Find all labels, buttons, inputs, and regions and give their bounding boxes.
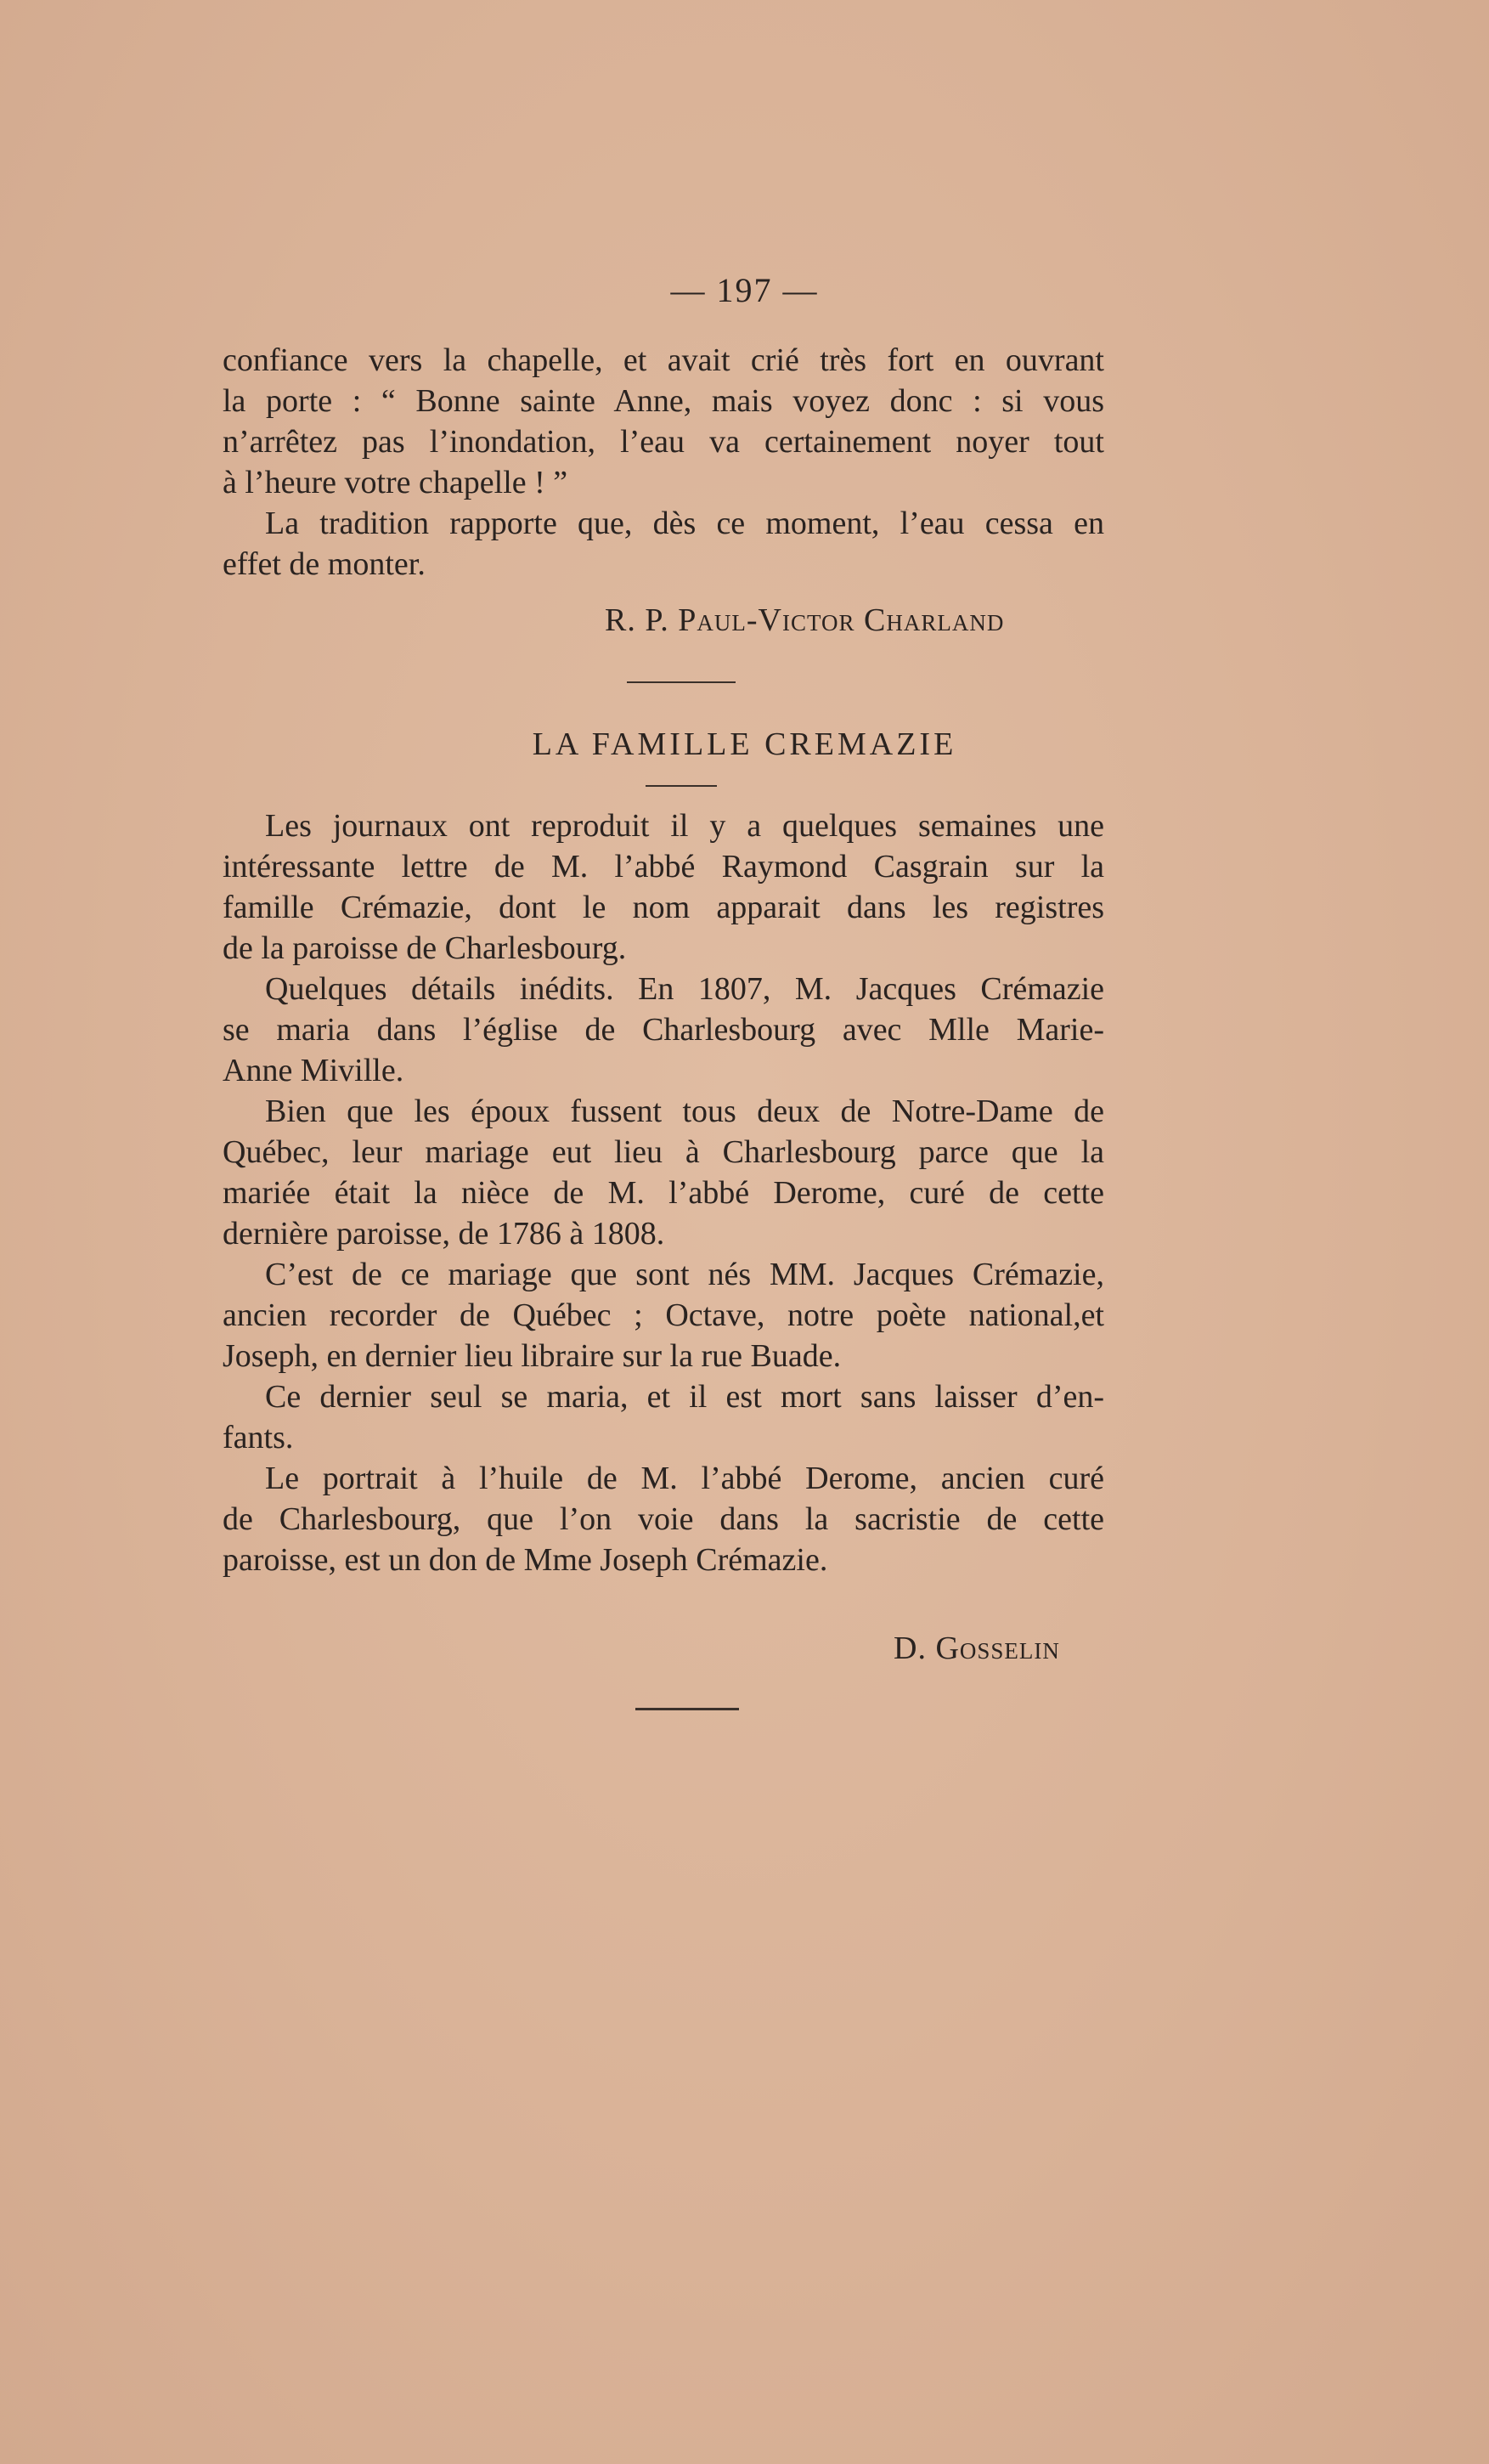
text-line: Quelques détails inédits. En 1807, M. Jacques Crémazie xyxy=(265,971,1104,1007)
text-line: ancien recorder de Québec ; Octave, notre poète national,et xyxy=(223,1297,1104,1333)
text-line: Joseph, en dernier lieu libraire sur la rue Buade. xyxy=(223,1338,842,1374)
text-line: se maria dans l’église de Charlesbourg avec Mlle Marie- xyxy=(223,1012,1104,1048)
text-line: La tradition rapporte que, dès ce moment, l’eau cessa en xyxy=(265,506,1104,541)
signature-charland: R. P. Paul-Victor Charland xyxy=(605,602,1005,638)
text-line: Le portrait à l’huile de M. l’abbé Derome, ancien curé xyxy=(265,1461,1104,1496)
article-body xyxy=(223,805,1104,1580)
text-line: C’est de ce mariage que sont nés MM. Jacques Crémazie, xyxy=(265,1257,1104,1292)
signature-gosselin: D. Gosselin xyxy=(894,1630,1060,1666)
text-line: Les journaux ont reproduit il y a quelques semaines une xyxy=(265,808,1104,844)
text-line: famille Crémazie, dont le nom apparait dans les registres xyxy=(223,890,1104,925)
text-line: paroisse, est un don de Mme Joseph Crémazie. xyxy=(223,1542,828,1578)
section-divider xyxy=(627,681,736,683)
article-title: LA FAMILLE CREMAZIE xyxy=(532,726,957,762)
text-line: Québec, leur mariage eut lieu à Charlesbourg parce que la xyxy=(223,1134,1104,1170)
text-line: de la paroisse de Charlesbourg. xyxy=(223,930,627,966)
text-line: dernière paroisse, de 1786 à 1808. xyxy=(223,1216,665,1252)
page-number: — 197 — xyxy=(670,271,819,309)
text-line: fants. xyxy=(223,1420,294,1455)
text-line: mariée était la nièce de M. l’abbé Derome, curé de cette xyxy=(223,1175,1104,1211)
text-line: effet de monter. xyxy=(223,546,426,582)
continued-article-text xyxy=(223,340,1104,585)
text-line: la porte : “ Bonne sainte Anne, mais voyez donc : si vous xyxy=(223,383,1104,419)
text-line: Ce dernier seul se maria, et il est mort sans laisser d’en- xyxy=(265,1379,1104,1415)
text-line: à l’heure votre chapelle ! ” xyxy=(223,465,568,500)
text-line: Bien que les époux fussent tous deux de Notre-Dame de xyxy=(265,1094,1104,1129)
text-line: confiance vers la chapelle, et avait crié très fort en ouvrant xyxy=(223,342,1104,378)
text-line: intéressante lettre de M. l’abbé Raymond Casgrain sur la xyxy=(223,849,1104,884)
title-underline xyxy=(646,785,717,787)
text-line: de Charlesbourg, que l’on voie dans la sacristie de cette xyxy=(223,1501,1104,1537)
text-line: n’arrêtez pas l’inondation, l’eau va certainement noyer tout xyxy=(223,424,1104,460)
text-line: Anne Miville. xyxy=(223,1053,404,1088)
end-rule xyxy=(635,1708,739,1710)
